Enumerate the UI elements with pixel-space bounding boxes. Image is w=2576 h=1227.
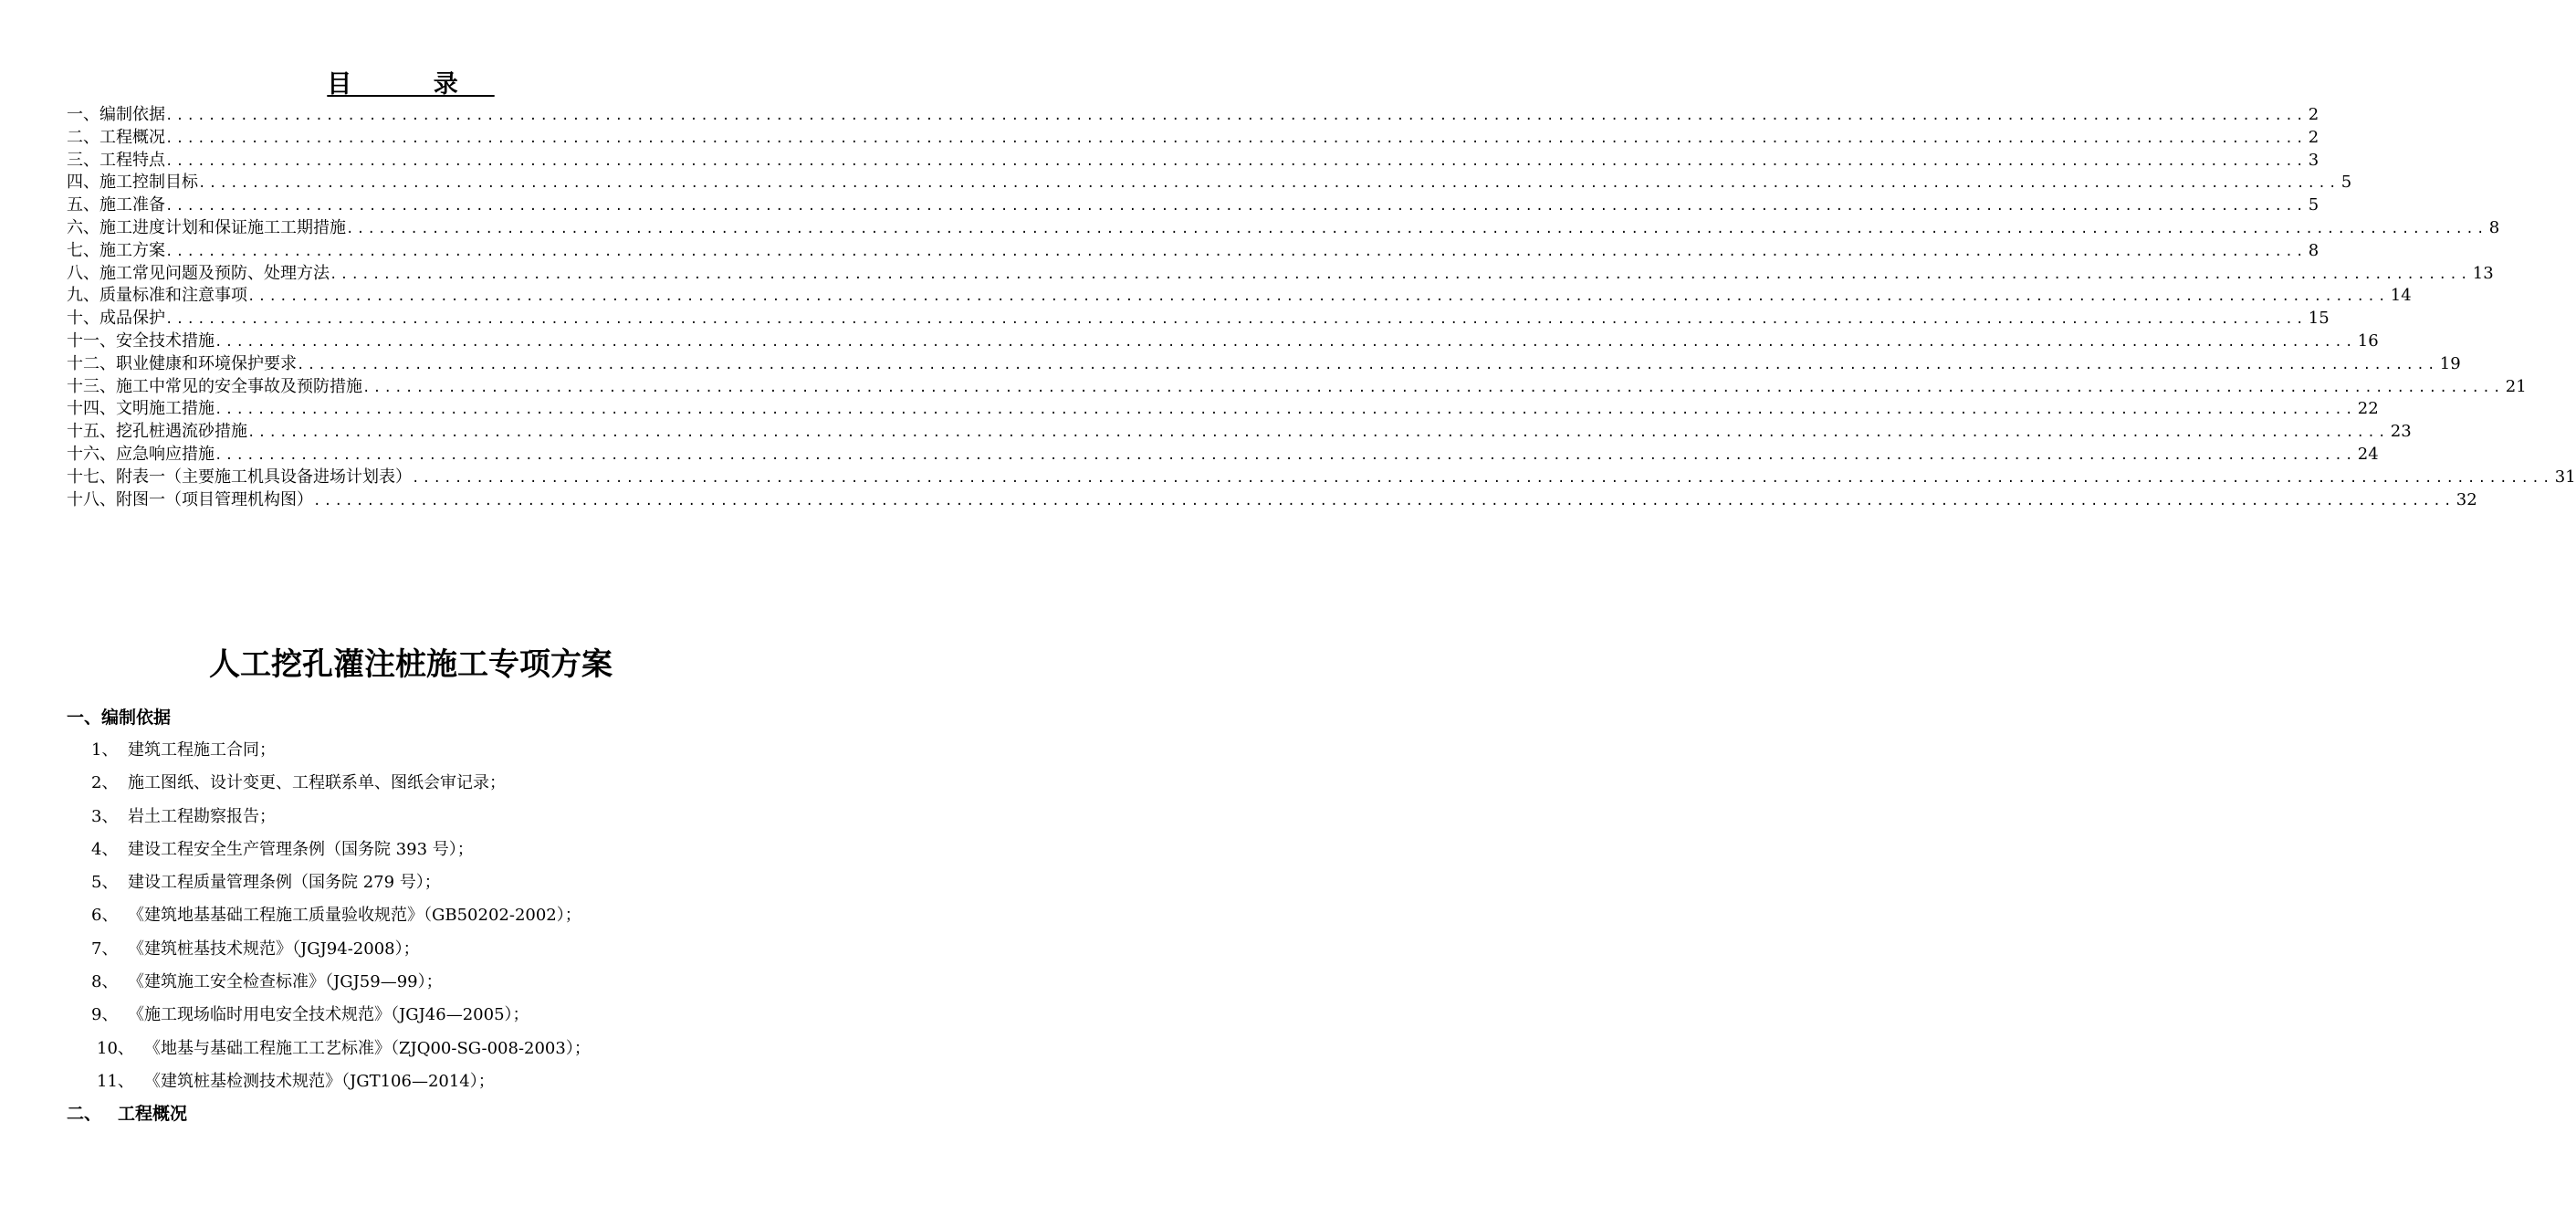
basis-item-number: 6、 [91,906,119,926]
toc-entry-label: 十七、附表一（主要施工机具设备进场计划表） [67,467,412,487]
basis-item-number: 5、 [91,873,119,893]
basis-item-text: 《地基与基础工程施工工艺标准》（ZJQ00-SG-008-2003）； [144,1038,591,1058]
toc-leader-dots: ........................................................................................................................................................................................................ [165,153,2307,169]
toc-leader-dots: ........................................................................................................................................................................................................ [247,289,2389,305]
basis-item [91,899,822,932]
toc-entry-page: 31 [2554,467,2576,487]
basis-item-number: 7、 [91,939,119,959]
toc-leader-dots: ........................................................................................................................................................................................................ [165,312,2307,328]
toc-entry-label: 十、成品保护 [67,309,165,329]
toc-entry-page: 8 [2488,217,2500,237]
toc-entry-label: 十八、附图一（项目管理机构图） [67,489,313,509]
toc-leader-dots: ........................................................................................................................................................................................................ [346,221,2487,236]
toc-leader-dots: ........................................................................................................................................................................................................ [297,357,2438,372]
toc-entry[interactable] [67,398,2379,421]
toc-entry-page: 22 [2357,399,2379,419]
toc-entry-page: 2 [2308,105,2319,124]
toc-entry-page: 5 [2308,195,2319,215]
toc-entry-label: 六、施工进度计划和保证施工工期措施 [67,217,346,237]
basis-item [91,933,822,966]
toc-leader-dots: ........................................................................................................................................................................................................ [165,131,2307,146]
toc-entry-page: 13 [2472,263,2494,283]
toc-entry-page: 5 [2340,173,2352,193]
toc-entry[interactable] [67,127,2319,150]
toc-entry-label: 八、施工常见问题及预防、处理方法 [67,263,330,283]
toc-leader-dots: ........................................................................................................................................................................................................ [215,403,2356,418]
toc-entry[interactable] [67,263,2494,286]
toc-entry-label: 三、工程特点 [67,150,165,170]
basis-item-number: 4、 [91,839,119,859]
toc-entry-label: 二、工程概况 [67,127,165,147]
toc-leader-dots: ........................................................................................................................................................................................................ [362,380,2504,395]
toc-entry-label: 十三、施工中常见的安全事故及预防措施 [67,376,362,396]
toc-title: 目 录 [327,70,495,99]
basis-item [91,866,822,899]
toc-entry-label: 九、质量标准和注意事项 [67,286,247,306]
toc-entry-label: 十五、挖孔桩遇流砂措施 [67,422,247,442]
toc-entry-page: 16 [2357,330,2379,351]
basis-item-number: 8、 [91,972,119,992]
toc-entry[interactable] [67,194,2319,217]
section-heading-prefix: 二、 [67,1104,102,1124]
basis-item-number: 11、 [97,1071,134,1091]
toc-leader-dots: ........................................................................................................................................................................................................ [412,470,2553,486]
toc-leader-dots: ........................................................................................................................................................................................................ [165,109,2307,123]
basis-item [91,999,822,1032]
basis-item [91,1033,822,1065]
toc-entry-label: 一、编制依据 [67,105,165,124]
toc-entry[interactable] [67,353,2461,376]
toc-entry-label: 十四、文明施工措施 [67,399,215,419]
section-heading-overview [67,1100,187,1125]
basis-item-text: 《建筑桩基检测技术规范》（JGT106—2014）； [144,1071,495,1091]
toc-entry[interactable] [67,104,2319,127]
basis-item [91,966,822,999]
toc-entry-page: 3 [2308,150,2319,170]
basis-list [91,734,822,1098]
toc-entry-label: 四、施工控制目标 [67,173,198,193]
toc-entry[interactable] [67,172,2352,194]
toc-entry-page: 23 [2390,422,2412,442]
toc-entry[interactable] [67,444,2379,467]
basis-item-number: 9、 [91,1005,119,1025]
toc-leader-dots: ........................................................................................................................................................................................................ [247,425,2389,441]
basis-item-number: 10、 [97,1038,134,1058]
basis-item-number: 1、 [91,740,119,760]
basis-item [91,1065,822,1098]
section-heading-basis: 一、编制依据 [67,708,172,728]
toc-entry-label: 十一、安全技术措施 [67,330,215,351]
toc-entry[interactable] [67,330,2379,353]
basis-item [91,734,822,767]
toc-entry-page: 14 [2390,286,2412,306]
toc-entry-label: 七、施工方案 [67,240,165,260]
basis-item-text: 建筑工程施工合同； [128,740,276,760]
basis-item-text: 岩土工程勘察报告； [128,806,276,826]
toc-entry-page: 21 [2505,376,2527,396]
toc-entry-label: 十二、职业健康和环境保护要求 [67,353,297,373]
basis-item-text: 《建筑施工安全检查标准》（JGJ59—99）； [128,972,443,992]
basis-item [91,767,822,800]
toc-entry-page: 2 [2308,127,2319,147]
basis-item-text: 施工图纸、设计变更、工程联系单、图纸会审记录； [128,773,506,793]
toc-entry-page: 32 [2456,489,2477,509]
toc-leader-dots: ........................................................................................................................................................................................................ [198,176,2340,192]
toc-entry-page: 8 [2308,240,2319,260]
toc-leader-dots: ........................................................................................................................................................................................................ [215,447,2356,463]
toc-entry[interactable] [67,376,2527,399]
basis-item-text: 建设工程安全生产管理条例（国务院 393 号）； [128,839,474,859]
document-title: 人工挖孔灌注桩施工专项方案 [209,646,613,683]
toc-entry[interactable] [67,467,2576,489]
toc-leader-dots: ........................................................................................................................................................................................................ [330,267,2471,282]
toc-entry-page: 19 [2439,353,2461,373]
basis-item [91,801,822,834]
toc-entry[interactable] [67,308,2330,330]
toc-list [67,104,2576,511]
toc-entry-page: 15 [2308,309,2330,329]
basis-item-text: 《建筑地基基础工程施工质量验收规范》（GB50202-2002）； [128,906,581,926]
toc-entry[interactable] [67,285,2412,308]
toc-entry[interactable] [67,217,2500,240]
toc-entry[interactable] [67,240,2319,263]
toc-entry-label: 十六、应急响应措施 [67,444,215,464]
toc-leader-dots: ........................................................................................................................................................................................................ [215,334,2356,350]
basis-item-number: 3、 [91,806,119,826]
toc-leader-dots: ........................................................................................................................................................................................................ [165,244,2307,259]
basis-item-text: 建设工程质量管理条例（国务院 279 号）； [128,873,441,893]
basis-item [91,834,822,866]
toc-entry-page: 24 [2357,444,2379,464]
basis-item-text: 《施工现场临时用电安全技术规范》（JGJ46—2005）； [128,1005,529,1025]
toc-leader-dots: ........................................................................................................................................................................................................ [165,199,2307,215]
toc-entry[interactable] [67,150,2319,173]
basis-item-number: 2、 [91,773,119,793]
section-heading-text: 工程概况 [118,1104,188,1124]
toc-entry-label: 五、施工准备 [67,195,165,215]
toc-leader-dots: ........................................................................................................................................................................................................ [313,493,2455,509]
basis-item-text: 《建筑桩基技术规范》（JGJ94-2008）； [128,939,420,959]
toc-entry[interactable] [67,421,2412,444]
toc-entry[interactable] [67,489,2477,512]
